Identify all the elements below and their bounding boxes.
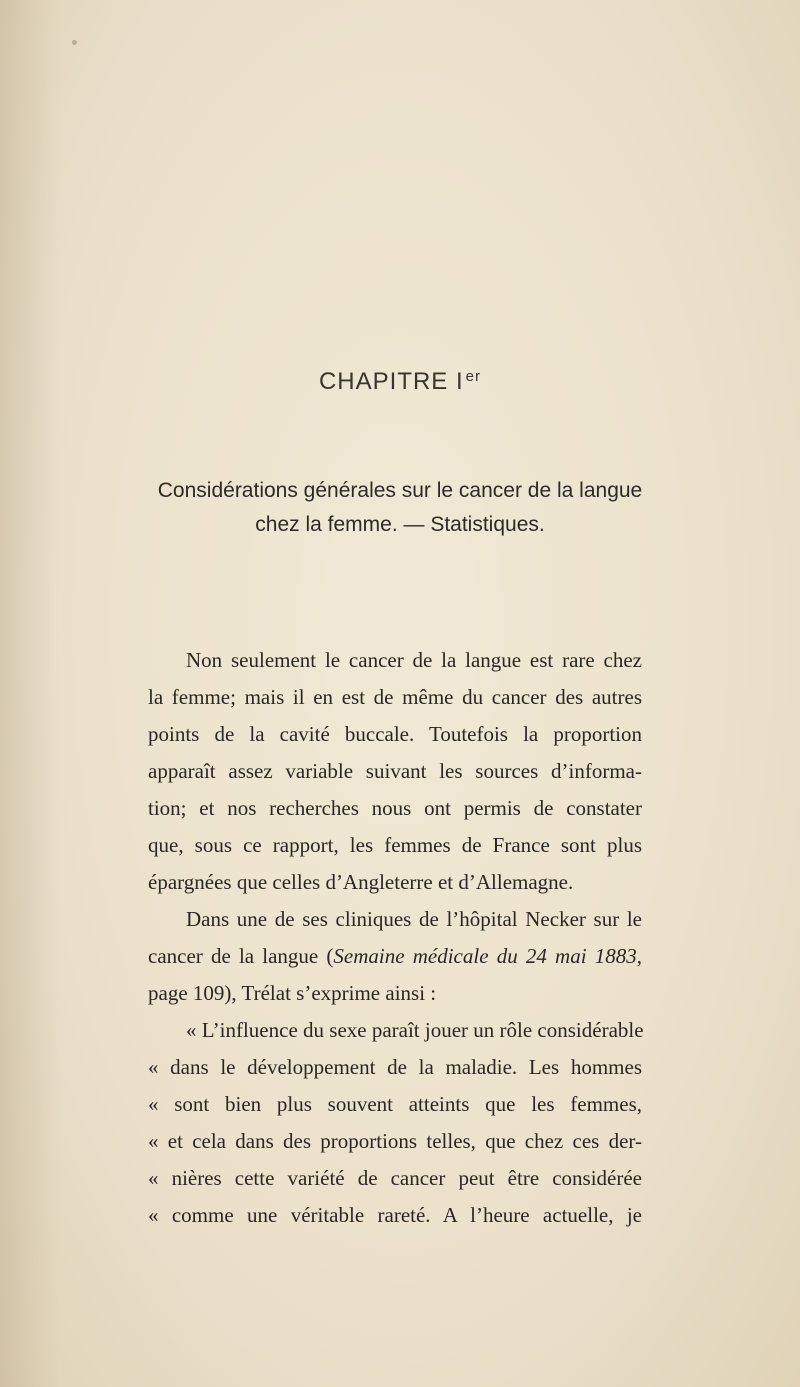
chapter-label: CHAPITRE	[318, 368, 449, 395]
subtitle-line-2: chez la femme. — Statistiques.	[255, 513, 545, 536]
text-line-4: apparaît assez variable suivant les sources d’informa-	[148, 759, 642, 783]
text-line-1: Non seulement le cancer de la langue est rare chez	[186, 648, 642, 672]
text-line-9-end: ,	[636, 944, 642, 968]
quote-line-5: « nières cette variété de cancer peut être considérée	[148, 1166, 642, 1190]
text-line-9	[148, 938, 642, 975]
chapter-heading	[0, 368, 800, 396]
text-line-10: page 109), Trélat s’exprime ainsi :	[148, 981, 437, 1005]
chapter-number-suffix: er	[465, 368, 482, 385]
citation-title: Semaine médicale du 24 mai 1883	[333, 944, 637, 968]
quote-line-6: « comme une véritable rareté. A l’heure actuelle, je	[148, 1203, 642, 1227]
text-line-9-start: cancer de la langue (	[148, 944, 334, 968]
quote-line-1: « L’influence du sexe paraît jouer un rôle considérable	[186, 1018, 644, 1042]
text-line-2: la femme; mais il en est de même du cancer des autres	[148, 685, 642, 709]
body-text	[148, 642, 642, 1234]
chapter-subtitle	[0, 474, 800, 542]
paper-speck	[72, 40, 77, 45]
text-line-3: points de la cavité buccale. Toutefois la proportion	[148, 722, 642, 746]
text-line-8: Dans une de ses cliniques de l’hôpital Necker sur le	[186, 907, 642, 931]
chapter-number: I	[456, 368, 464, 395]
text-line-7: épargnées que celles d’Angleterre et d’Allemagne.	[148, 870, 574, 894]
text-line-6: que, sous ce rapport, les femmes de France sont plus	[148, 833, 642, 857]
quote-line-3: « sont bien plus souvent atteints que les femmes,	[148, 1092, 642, 1116]
quote-line-2: « dans le développement de la maladie. Les hommes	[148, 1055, 642, 1079]
subtitle-line-1: Considérations générales sur le cancer de la langue	[157, 479, 643, 502]
text-line-5: tion; et nos recherches nous ont permis de constater	[148, 796, 642, 820]
page-edge-shadow	[0, 0, 60, 1387]
quote-line-4: « et cela dans des proportions telles, que chez ces der-	[148, 1129, 642, 1153]
